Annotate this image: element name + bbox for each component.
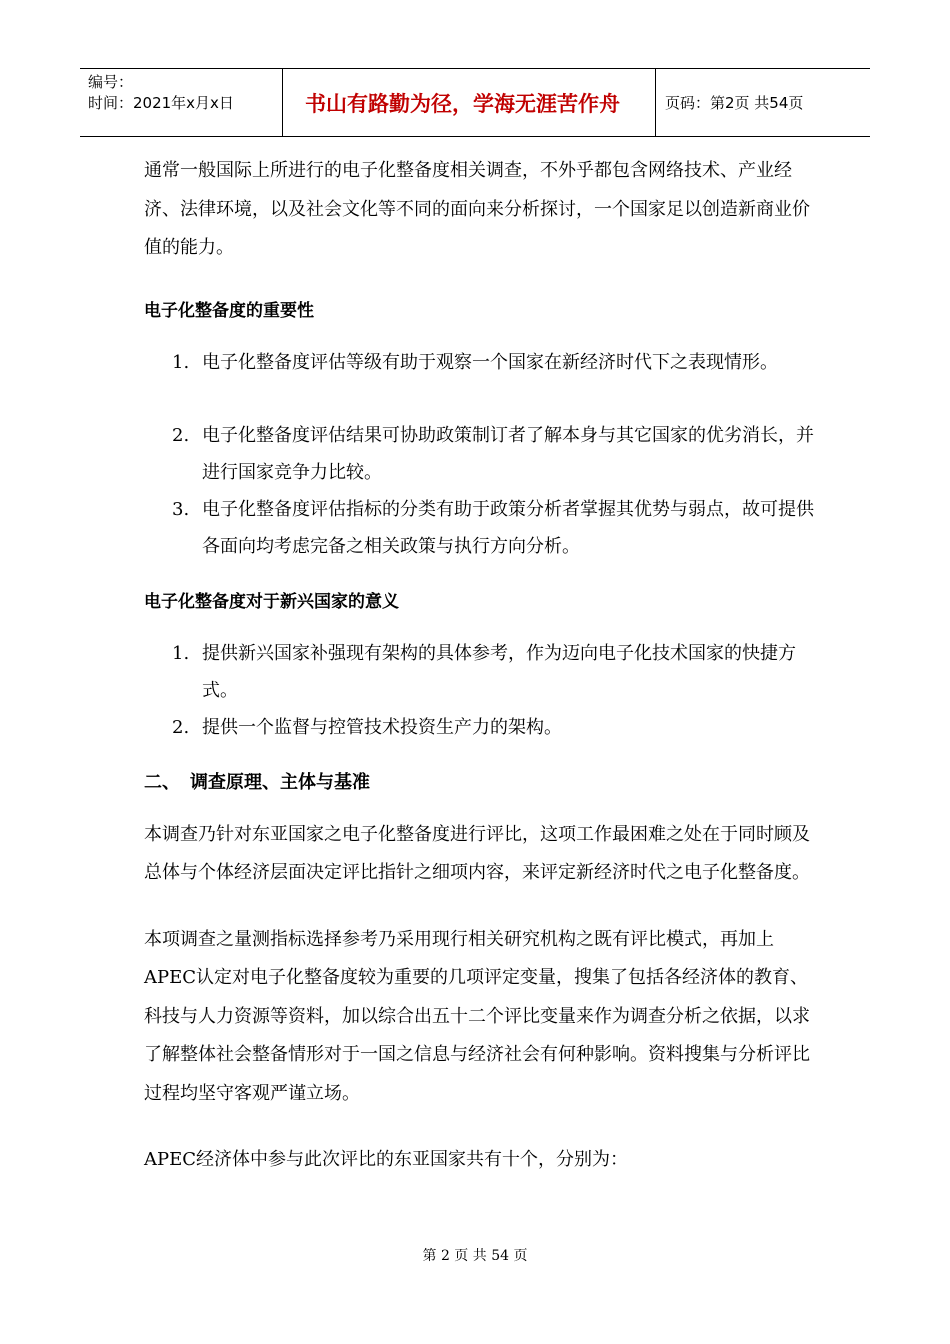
paragraph-intro: 通常一般国际上所进行的电子化整备度相关调查，不外乎都包含网络技术、产业经济、法律环境，以及社会文化等不同的面向来分析探讨，一个国家足以创造新商业价值的能力。 [144,160,810,258]
heading-importance: 电子化整备度的重要性 [144,300,314,321]
code-label: 编号： [88,73,134,91]
document-body [144,152,814,1208]
header-motto: 书山有路勤为径，学海无涯苦作舟 [282,69,656,136]
paragraph-survey: 本调查乃针对东亚国家之电子化整备度进行评比，这项工作最困难之处在于同时顾及总体与个体经济层面决定评比指针之细项内容，来评定新经济时代之电子化整备度。 [144,823,810,883]
list-item: 3. 电子化整备度评估指标的分类有助于政策分析者掌握其优势与弱点，故可提供各面向均考虑完备之相关政策与执行方向分析。 [172,498,814,557]
header-page-label: 页码：第2页 共54页 [665,94,804,112]
page-header [80,68,870,137]
list-item: 1. 电子化整备度评估等级有助于观察一个国家在新经济时代下之表现情形。 [172,351,778,373]
list-item: 2. 电子化整备度评估结果可协助政策制订者了解本身与其它国家的优劣消长，并进行国家竞争力比较。 [172,424,814,483]
page-footer: 第 2 页 共 54 页 [422,1248,528,1264]
date-label: 时间：2021年x月x日 [88,94,234,112]
heading-significance: 电子化整备度对于新兴国家的意义 [144,591,399,612]
section-title: 调查原理、主体与基准 [190,771,370,793]
paragraph-indicators: 本项调查之量测指标选择参考乃采用现行相关研究机构之既有评比模式，再加上APEC认定对电子化整备度较为重要的几项评定变量，搜集了包括各经济体的教育、科技与人力资源等资料，加以综合出五十二个评比变量来作为调查分析之依据，以求了解整体社会整备情形对于一国之信息与经济社会有何种影响。资料搜集与分析评比过程均坚守客观严谨立场。 [144,928,810,1104]
heading-section-two [144,768,814,798]
paragraph-apec: APEC经济体中参与此次评比的东亚国家共有十个，分别为： [144,1149,629,1170]
header-meta [80,69,282,136]
list-importance [144,344,814,565]
list-item: 1. 提供新兴国家补强现有架构的具体参考，作为迈向电子化技术国家的快捷方式。 [172,642,796,701]
list-item: 2. 提供一个监督与控管技术投资生产力的架构。 [172,716,562,738]
list-significance [144,635,814,746]
section-number: 二、 [144,771,180,793]
